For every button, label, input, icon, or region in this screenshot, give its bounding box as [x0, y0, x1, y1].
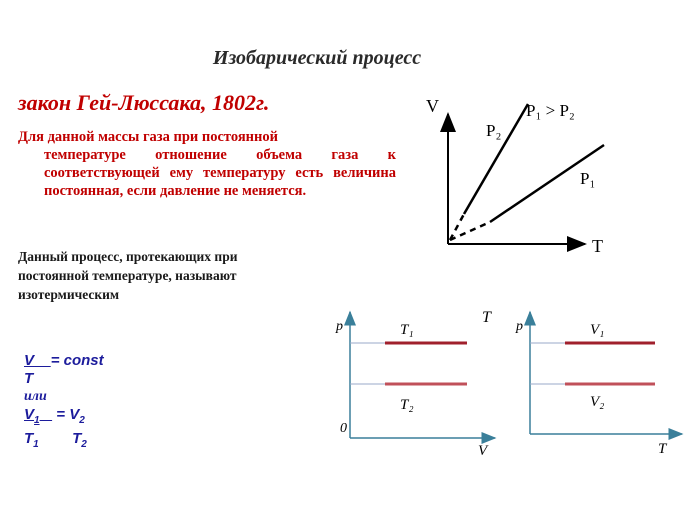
formula-line-2: [24, 406, 104, 430]
vt-graph: [400, 90, 690, 265]
formula-or: или: [24, 389, 47, 404]
vt-x-label: T: [592, 236, 603, 256]
formula-v1-sub: 1: [34, 415, 40, 426]
pt-graph: [510, 306, 690, 461]
formula-t1: T: [24, 430, 34, 447]
pt-label-v2: V₂: [590, 394, 605, 410]
pv-y-label: p: [336, 319, 343, 334]
formula-t2: T: [72, 430, 82, 447]
law-heading: закон Гей-Люссака, 1802г.: [18, 90, 270, 115]
formula-t1-sub: 1: [33, 439, 39, 450]
vt-label-p2: P₂: [486, 121, 502, 140]
formula-v: V: [24, 352, 35, 369]
process-note: Данный процесс, протекающих при постоянной температуре, называют изотермическим: [18, 249, 238, 302]
law-line-1: Для данной массы газа при постоянной: [18, 129, 278, 145]
formula-t: T: [24, 370, 34, 387]
pv-graph: [330, 306, 500, 461]
pt-x-label: T: [658, 441, 667, 457]
pv-label-t1: T₁: [400, 322, 414, 338]
law-statement: [18, 128, 396, 200]
pv-corner-label: T: [482, 309, 491, 326]
pv-origin: 0: [340, 421, 347, 436]
pv-x-label: V: [478, 443, 488, 459]
vt-pressure-relation: P₁ > P₂: [526, 101, 575, 120]
formula-line-3: [24, 430, 104, 454]
page-title: Изобарический процесс: [212, 47, 422, 69]
pt-label-v1: V₁: [590, 322, 605, 338]
formula-v1: V: [24, 406, 35, 423]
formula-t2-sub: 2: [81, 439, 87, 450]
vt-line-p1-extrapolation: [450, 222, 490, 240]
vt-y-label: V: [426, 96, 439, 116]
formula-line-1: [24, 352, 104, 370]
pv-label-t2: T₂: [400, 397, 414, 413]
law-line-rest: температуре отношение объема газа к соответствующей ему температуру есть величина постоянная, если давление не меняется.: [44, 147, 396, 199]
pt-y-label: p: [516, 319, 523, 334]
formula-eq: = V: [56, 406, 80, 423]
formula-const: = const: [50, 352, 104, 369]
formula-block: [24, 352, 104, 454]
formula-v2-sub: 2: [79, 415, 85, 426]
vt-line-p2-extrapolation: [450, 214, 464, 240]
vt-label-p1: P₁: [580, 169, 596, 188]
